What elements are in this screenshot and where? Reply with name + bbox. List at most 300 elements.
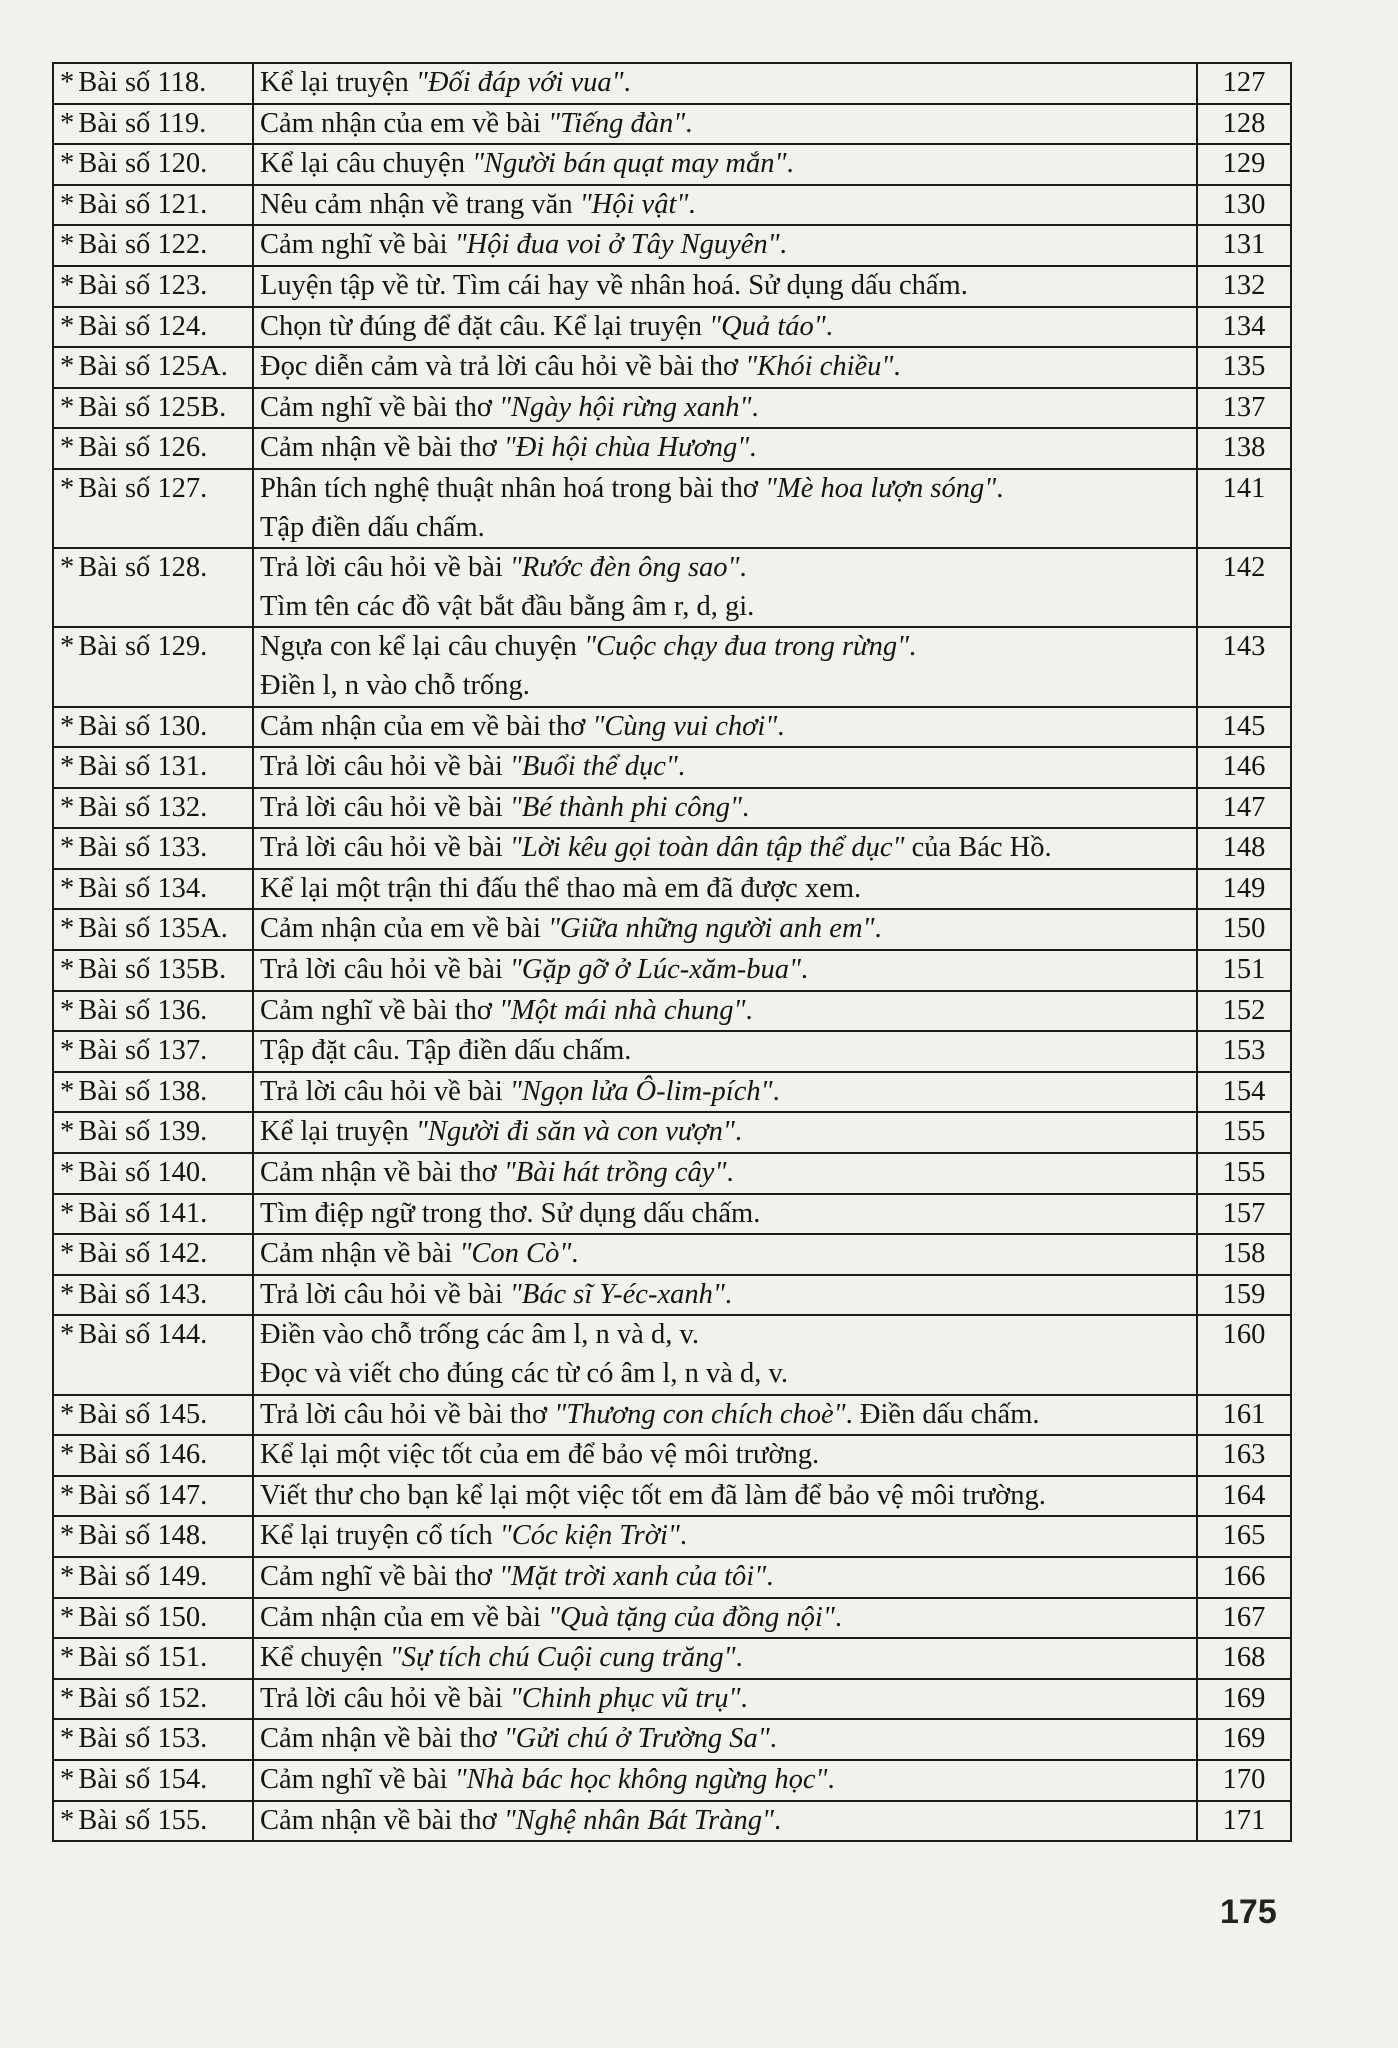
asterisk-marker: * (60, 1804, 75, 1836)
lesson-number: Bài số 135A. (78, 913, 228, 945)
title-text: Luyện tập về từ. Tìm cái hay về nhân hoá. Sử dụng dấu chấm. (260, 269, 968, 301)
title-text: Trả lời câu hỏi về bài (260, 791, 510, 823)
quoted-title: "Cùng vui chơi" (592, 710, 778, 742)
asterisk-marker: * (60, 1116, 75, 1148)
lesson-cell (53, 788, 253, 829)
toc-row (53, 347, 1291, 388)
lesson-title-cell (253, 1112, 1197, 1153)
toc-row (53, 1719, 1291, 1760)
lesson-cell (53, 1315, 253, 1394)
lesson-title (260, 1802, 1190, 1841)
lesson-number: Bài số 132. (78, 791, 208, 823)
lesson-title-cell (253, 1557, 1197, 1598)
title-text: . (679, 1520, 687, 1552)
title-text: Đọc diễn cảm và trả lời câu hỏi về bài thơ (260, 351, 746, 383)
lesson-number: Bài số 155. (78, 1804, 208, 1836)
quoted-title: "Bài hát trồng cây" (503, 1157, 727, 1189)
title-text: Kể lại một việc tốt của em để bảo vệ môi trường. (260, 1439, 820, 1471)
title-text: . (685, 107, 693, 139)
lesson-cell (53, 1435, 253, 1476)
lesson-cell (53, 950, 253, 991)
lesson-number: Bài số 148. (78, 1520, 208, 1552)
lesson-number: Bài số 118. (78, 67, 207, 98)
asterisk-marker: * (60, 552, 75, 584)
lesson-number: Bài số 140. (78, 1157, 208, 1189)
title-text: . Điền dấu chấm. (845, 1398, 1040, 1430)
lesson-cell (53, 627, 253, 706)
page-ref: 154 (1197, 1072, 1291, 1113)
lesson-cell (53, 1476, 253, 1517)
title-text: . (724, 1278, 732, 1310)
title-text: Cảm nhận về bài thơ (260, 1804, 504, 1836)
lesson-title (260, 1276, 1190, 1315)
lesson-title-cell (253, 1315, 1197, 1394)
lesson-number: Bài số 139. (78, 1116, 208, 1148)
page-ref: 149 (1197, 869, 1291, 910)
title-text: Tập đặt câu. Tập điền dấu chấm. (260, 1035, 632, 1067)
lesson-cell (53, 144, 253, 185)
lesson-number: Bài số 135B. (78, 954, 227, 986)
asterisk-marker: * (60, 1520, 75, 1552)
title-text: Cảm nghĩ về bài thơ (260, 391, 500, 423)
lesson-cell (53, 469, 253, 548)
title-text: Điền vào chỗ trống các âm l, n và d, v. (260, 1319, 699, 1351)
lesson-title (260, 1316, 1190, 1355)
asterisk-marker: * (60, 791, 75, 823)
asterisk-marker: * (60, 107, 75, 139)
lesson-number: Bài số 138. (78, 1075, 208, 1107)
toc-row (53, 950, 1291, 991)
lesson-title-cell (253, 788, 1197, 829)
page-ref: 155 (1197, 1112, 1291, 1153)
lesson-title (260, 226, 1190, 265)
lesson-title-cell (253, 1194, 1197, 1235)
asterisk-marker: * (60, 751, 75, 783)
lesson-title-cell (253, 144, 1197, 185)
lesson-title-cell (253, 307, 1197, 348)
title-text: Kể lại truyện cổ tích (260, 1520, 500, 1552)
title-text: . (779, 229, 787, 261)
toc-row (53, 1638, 1291, 1679)
toc-row (53, 1194, 1291, 1235)
lesson-title-cell (253, 1516, 1197, 1557)
quoted-title: "Người bán quạt may mắn" (472, 148, 787, 180)
page-ref: 158 (1197, 1234, 1291, 1275)
asterisk-marker: * (60, 1035, 75, 1067)
toc-row (53, 1516, 1291, 1557)
lesson-cell (53, 747, 253, 788)
toc-row (53, 388, 1291, 429)
title-text: của Bác Hồ. (904, 832, 1052, 864)
toc-row (53, 747, 1291, 788)
lesson-cell (53, 1072, 253, 1113)
title-text: Ngựa con kể lại câu chuyện (260, 631, 585, 663)
lesson-title (260, 470, 1190, 509)
toc-row (53, 1275, 1291, 1316)
toc-row (53, 1395, 1291, 1436)
quoted-title: "Một mái nhà chung" (499, 994, 746, 1026)
page-ref: 134 (1197, 307, 1291, 348)
lesson-title (260, 1235, 1190, 1274)
page-ref: 131 (1197, 225, 1291, 266)
page-ref: 150 (1197, 909, 1291, 950)
asterisk-marker: * (60, 269, 75, 301)
title-text: Nêu cảm nhận về trang văn (260, 188, 580, 220)
lesson-title (260, 789, 1190, 828)
title-text: Cảm nghĩ về bài (260, 229, 455, 261)
lesson-cell (53, 1234, 253, 1275)
page-ref: 168 (1197, 1638, 1291, 1679)
lesson-number: Bài số 125B. (78, 391, 227, 423)
title-text: . (996, 472, 1004, 504)
lesson-number: Bài số 151. (78, 1642, 208, 1674)
lesson-title-cell (253, 185, 1197, 226)
title-text: Trả lời câu hỏi về bài (260, 1682, 510, 1714)
asterisk-marker: * (60, 1319, 75, 1351)
lesson-cell (53, 104, 253, 145)
title-text: Phân tích nghệ thuật nhân hoá trong bài thơ (260, 472, 766, 504)
quoted-title: "Mè hoa lượn sóng" (765, 472, 997, 504)
page-ref: 169 (1197, 1719, 1291, 1760)
lesson-title (260, 1073, 1190, 1112)
lesson-number: Bài số 124. (78, 310, 208, 342)
lesson-title-cell (253, 909, 1197, 950)
page-ref: 166 (1197, 1557, 1291, 1598)
toc-row (53, 909, 1291, 950)
lesson-title (260, 186, 1190, 225)
lesson-title (260, 1558, 1190, 1597)
asterisk-marker: * (60, 148, 75, 180)
page-ref: 160 (1197, 1315, 1291, 1394)
asterisk-marker: * (60, 1479, 75, 1511)
lesson-number: Bài số 144. (78, 1319, 208, 1351)
lesson-title-cell (253, 1801, 1197, 1842)
title-text: . (909, 631, 917, 663)
toc-row (53, 307, 1291, 348)
title-text: . (827, 1763, 835, 1795)
title-text: Trả lời câu hỏi về bài (260, 832, 510, 864)
lesson-number: Bài số 143. (78, 1278, 208, 1310)
lesson-cell (53, 909, 253, 950)
lesson-number: Bài số 125A. (78, 351, 228, 383)
lesson-cell (53, 1638, 253, 1679)
title-text: . (735, 1642, 743, 1674)
lesson-number: Bài số 147. (78, 1479, 208, 1511)
title-text: Tìm điệp ngữ trong thơ. Sử dụng dấu chấm. (260, 1197, 761, 1229)
page-ref: 142 (1197, 548, 1291, 627)
lesson-title-line2: Đọc và viết cho đúng các từ có âm l, n và d, v. (260, 1358, 789, 1389)
lesson-title-cell (253, 225, 1197, 266)
lesson-title-cell (253, 1234, 1197, 1275)
title-text: Cảm nhận về bài (260, 1238, 460, 1270)
lesson-cell (53, 347, 253, 388)
lesson-title-cell (253, 1435, 1197, 1476)
lesson-title (260, 1032, 1190, 1071)
quoted-title: "Lời kêu gọi toàn dân tập thể dục" (509, 832, 905, 864)
lesson-title-cell (253, 1395, 1197, 1436)
lesson-title-cell (253, 991, 1197, 1032)
asterisk-marker: * (60, 310, 75, 342)
title-text: . (874, 913, 882, 945)
quoted-title: "Quà tặng của đồng nội" (548, 1601, 835, 1633)
quoted-title: "Bé thành phi công" (509, 791, 742, 823)
lesson-title-cell (253, 1031, 1197, 1072)
lesson-title (260, 748, 1190, 787)
title-text: Trả lời câu hỏi về bài (260, 1278, 510, 1310)
lesson-title (260, 1517, 1190, 1556)
page-ref: 128 (1197, 104, 1291, 145)
quoted-title: "Hội đua voi ở Tây Nguyên" (454, 229, 780, 261)
quoted-title: "Con Cò" (459, 1238, 572, 1270)
lesson-number: Bài số 133. (78, 832, 208, 864)
lesson-number: Bài số 129. (78, 631, 208, 663)
page-ref: 146 (1197, 747, 1291, 788)
title-text: . (734, 1116, 742, 1148)
lesson-cell (53, 869, 253, 910)
title-text: . (745, 994, 753, 1026)
quoted-title: "Bác sĩ Y-éc-xanh" (509, 1278, 725, 1310)
lesson-title-cell (253, 548, 1197, 627)
lesson-title (260, 829, 1190, 868)
lesson-cell (53, 225, 253, 266)
title-text: . (893, 351, 901, 383)
page-ref: 170 (1197, 1760, 1291, 1801)
title-text: . (834, 1601, 842, 1633)
lesson-title (260, 1639, 1190, 1678)
title-text: . (749, 432, 757, 464)
quoted-title: "Giữa những người anh em" (548, 913, 875, 945)
lesson-cell (53, 1598, 253, 1639)
lesson-cell (53, 1801, 253, 1842)
lesson-title (260, 1436, 1190, 1475)
title-text: Cảm nhận của em về bài (260, 1601, 549, 1633)
lesson-title-cell (253, 104, 1197, 145)
toc-row (53, 1760, 1291, 1801)
title-text: Cảm nghĩ về bài (260, 1763, 455, 1795)
lesson-title-line2: Điền l, n vào chỗ trống. (260, 669, 530, 701)
toc-row (53, 144, 1291, 185)
lesson-number: Bài số 150. (78, 1601, 208, 1633)
title-text: Trả lời câu hỏi về bài (260, 1075, 510, 1107)
page-ref: 167 (1197, 1598, 1291, 1639)
title-text: . (800, 954, 809, 986)
title-text: Cảm nhận của em về bài (260, 913, 549, 945)
lesson-title (260, 267, 1190, 306)
page-ref: 164 (1197, 1476, 1291, 1517)
asterisk-marker: * (60, 1278, 75, 1310)
asterisk-marker: * (60, 351, 75, 383)
lesson-title-cell (253, 869, 1197, 910)
page-ref: 157 (1197, 1194, 1291, 1235)
asterisk-marker: * (60, 1560, 75, 1592)
quoted-title: "Hội vật" (579, 188, 689, 220)
quoted-title: "Tiếng đàn" (548, 107, 686, 139)
toc-row (53, 225, 1291, 266)
toc-row (53, 469, 1291, 548)
asterisk-marker: * (60, 188, 75, 220)
lesson-title-cell (253, 469, 1197, 548)
lesson-title (260, 1477, 1190, 1516)
page-ref: 159 (1197, 1275, 1291, 1316)
lesson-number: Bài số 130. (78, 710, 208, 742)
lesson-number: Bài số 128. (78, 552, 208, 584)
quoted-title: "Gửi chú ở Trường Sa" (503, 1723, 770, 1755)
toc-row (53, 428, 1291, 469)
quoted-title: "Ngọn lửa Ô-lim-pích" (509, 1075, 773, 1107)
lesson-number: Bài số 141. (78, 1197, 208, 1229)
page-ref: 143 (1197, 627, 1291, 706)
table-of-contents (52, 62, 1292, 1842)
lesson-title-cell (253, 1719, 1197, 1760)
page-ref: 130 (1197, 185, 1291, 226)
lesson-number: Bài số 154. (78, 1763, 208, 1795)
title-text: Trả lời câu hỏi về bài (260, 552, 510, 584)
lesson-number: Bài số 123. (78, 269, 208, 301)
lesson-number: Bài số 122. (78, 229, 208, 261)
asterisk-marker: * (60, 913, 75, 945)
title-text: Cảm nhận về bài thơ (260, 1157, 504, 1189)
asterisk-marker: * (60, 1157, 75, 1189)
title-text: Cảm nhận về bài thơ (260, 1723, 504, 1755)
asterisk-marker: * (60, 1075, 75, 1107)
title-text: Trả lời câu hỏi về bài (260, 751, 510, 783)
lesson-number: Bài số 153. (78, 1723, 208, 1755)
toc-row (53, 991, 1291, 1032)
lesson-cell (53, 1719, 253, 1760)
quoted-title: "Khói chiều" (745, 351, 894, 383)
lesson-title-cell (253, 266, 1197, 307)
page-ref: 148 (1197, 828, 1291, 869)
lesson-title (260, 429, 1190, 468)
lesson-title (260, 389, 1190, 428)
title-text: Kể lại truyện (260, 67, 416, 98)
lesson-number: Bài số 152. (78, 1682, 208, 1714)
toc-body (53, 63, 1291, 1841)
title-text: . (773, 1804, 782, 1836)
page-ref: 161 (1197, 1395, 1291, 1436)
quoted-title: "Mặt trời xanh của tôi" (499, 1560, 767, 1592)
toc-row (53, 1072, 1291, 1113)
title-text: . (571, 1238, 579, 1270)
lesson-cell (53, 1395, 253, 1436)
lesson-cell (53, 828, 253, 869)
lesson-title-cell (253, 1760, 1197, 1801)
lesson-title (260, 1599, 1190, 1638)
lesson-cell (53, 185, 253, 226)
title-text: Cảm nhận của em về bài thơ (260, 710, 593, 742)
lesson-cell (53, 1194, 253, 1235)
title-text: . (623, 67, 631, 98)
lesson-title-cell (253, 1275, 1197, 1316)
page-ref: 127 (1197, 63, 1291, 104)
toc-row (53, 1598, 1291, 1639)
toc-row (53, 548, 1291, 627)
quoted-title: "Nhà bác học không ngừng học" (454, 1763, 828, 1795)
toc-row (53, 1435, 1291, 1476)
page-ref: 145 (1197, 707, 1291, 748)
asterisk-marker: * (60, 1763, 75, 1795)
toc-row (53, 104, 1291, 145)
lesson-number: Bài số 145. (78, 1398, 208, 1430)
lesson-title (260, 1680, 1190, 1719)
title-text: . (688, 188, 696, 220)
lesson-title (260, 308, 1190, 347)
lesson-title (260, 1113, 1190, 1152)
lesson-number: Bài số 126. (78, 432, 208, 464)
toc-row (53, 788, 1291, 829)
asterisk-marker: * (60, 954, 75, 986)
page-ref: 152 (1197, 991, 1291, 1032)
quoted-title: "Cuộc chạy đua trong rừng" (584, 631, 910, 663)
page-ref: 147 (1197, 788, 1291, 829)
asterisk-marker: * (60, 67, 75, 98)
title-text: . (777, 710, 785, 742)
title-text: . (751, 391, 759, 423)
page-ref: 135 (1197, 347, 1291, 388)
asterisk-marker: * (60, 1238, 75, 1270)
lesson-cell (53, 1557, 253, 1598)
page-ref: 155 (1197, 1153, 1291, 1194)
lesson-number: Bài số 131. (78, 751, 208, 783)
title-text: Cảm nghĩ về bài thơ (260, 1560, 500, 1592)
lesson-title-cell (253, 707, 1197, 748)
lesson-title-line2: Tìm tên các đồ vật bắt đầu bằng âm r, d, gi. (260, 590, 755, 622)
title-text: Cảm nhận về bài thơ (260, 432, 504, 464)
lesson-title-cell (253, 1153, 1197, 1194)
quoted-title: "Quả táo" (709, 310, 826, 342)
lesson-title-cell (253, 388, 1197, 429)
toc-row (53, 63, 1291, 104)
quoted-title: "Sự tích chú Cuội cung trăng" (389, 1642, 736, 1674)
lesson-title-cell (253, 1476, 1197, 1517)
lesson-number: Bài số 121. (78, 188, 208, 220)
lesson-title-cell (253, 747, 1197, 788)
lesson-cell (53, 428, 253, 469)
quoted-title: "Thương con chích choè" (554, 1398, 846, 1430)
lesson-title (260, 910, 1190, 949)
lesson-cell (53, 63, 253, 104)
lesson-title-cell (253, 1598, 1197, 1639)
lesson-number: Bài số 149. (78, 1560, 208, 1592)
title-text: . (740, 1682, 748, 1714)
page-ref: 138 (1197, 428, 1291, 469)
page-ref: 165 (1197, 1516, 1291, 1557)
asterisk-marker: * (60, 1642, 75, 1674)
title-text: . (766, 1560, 774, 1592)
lesson-title-cell (253, 1679, 1197, 1720)
page-ref: 137 (1197, 388, 1291, 429)
lesson-title-cell (253, 1638, 1197, 1679)
asterisk-marker: * (60, 1398, 75, 1430)
asterisk-marker: * (60, 1197, 75, 1229)
toc-row (53, 707, 1291, 748)
lesson-title (260, 951, 1190, 990)
quoted-title: "Rước đèn ông sao" (509, 552, 740, 584)
lesson-cell (53, 1275, 253, 1316)
page-ref: 141 (1197, 469, 1291, 548)
asterisk-marker: * (60, 391, 75, 423)
toc-row (53, 1153, 1291, 1194)
page-ref: 171 (1197, 1801, 1291, 1842)
toc-row (53, 627, 1291, 706)
asterisk-marker: * (60, 832, 75, 864)
lesson-number: Bài số 146. (78, 1439, 208, 1471)
lesson-title (260, 348, 1190, 387)
toc-row (53, 1679, 1291, 1720)
title-text: Trả lời câu hỏi về bài thơ (260, 1398, 555, 1430)
lesson-cell (53, 707, 253, 748)
lesson-number: Bài số 136. (78, 994, 208, 1026)
